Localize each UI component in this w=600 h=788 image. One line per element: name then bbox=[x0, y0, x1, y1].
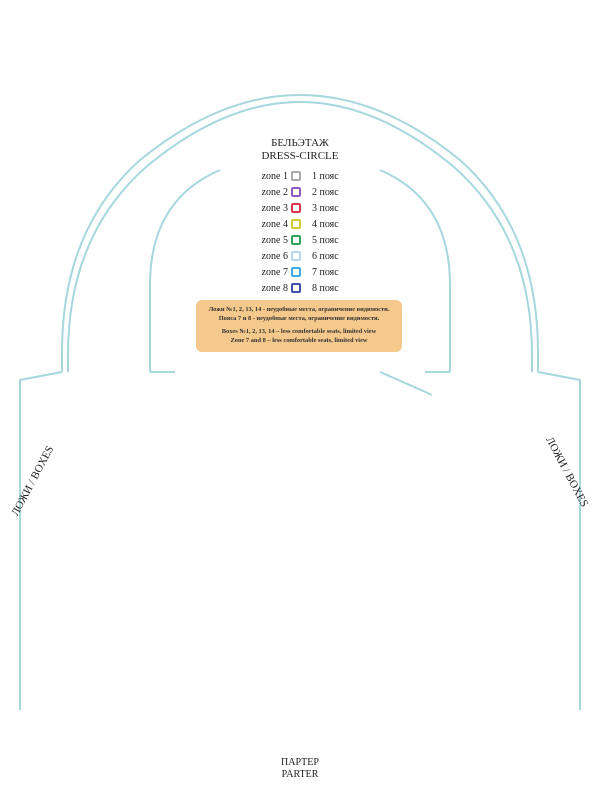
dress-circle-title-en: DRESS-CIRCLE bbox=[261, 150, 339, 162]
note-en-line-2: Zone 7 and 8 – less comfortable seats, limited view bbox=[230, 336, 368, 344]
legend-zone-ru: 6 пояс bbox=[312, 251, 339, 262]
legend-zone-ru: 7 пояс bbox=[312, 267, 339, 278]
legend-zone-en: zone 7 bbox=[261, 267, 288, 278]
zone-legend bbox=[228, 169, 388, 297]
legend-zone-ru: 2 пояс bbox=[312, 187, 339, 198]
boxes-label-left: ЛОЖИ / BOXES bbox=[9, 443, 57, 519]
legend-zone-ru: 3 пояс bbox=[312, 203, 339, 214]
legend-zone-en: zone 5 bbox=[261, 235, 288, 246]
legend-row-zone-7 bbox=[228, 265, 388, 281]
legend-swatch bbox=[291, 203, 301, 213]
legend-zone-ru: 8 пояс bbox=[312, 283, 339, 294]
legend-row-zone-4 bbox=[228, 217, 388, 233]
parter-title-ru: ПАРТЕР bbox=[281, 757, 319, 768]
legend-zone-en: zone 6 bbox=[261, 251, 288, 262]
legend-zone-en: zone 4 bbox=[261, 219, 288, 230]
legend-zone-ru: 1 пояс bbox=[312, 171, 339, 182]
legend-zone-en: zone 2 bbox=[261, 187, 288, 198]
legend-row-zone-8 bbox=[228, 281, 388, 297]
legend-zone-en: zone 1 bbox=[261, 171, 288, 182]
visibility-note bbox=[196, 300, 402, 352]
boxes-label-right: ЛОЖИ / BOXES bbox=[543, 434, 591, 510]
legend-swatch bbox=[291, 171, 301, 181]
legend-zone-en: zone 8 bbox=[261, 283, 288, 294]
note-ru-line-1: Ложи №1, 2, 13, 14 - неудобные места, ограничение видимости. bbox=[208, 306, 390, 313]
legend-row-zone-5 bbox=[228, 233, 388, 249]
note-ru-line-2: Пояса 7 и 8 - неудобные места, ограничение видимости. bbox=[218, 314, 380, 322]
legend-row-zone-3 bbox=[228, 201, 388, 217]
legend-zone-en: zone 3 bbox=[261, 203, 288, 214]
note-en-line-1: Boxes №1, 2, 13, 14 – less comfortable seats, limited view bbox=[221, 328, 377, 335]
legend-swatch bbox=[291, 219, 301, 229]
legend-swatch bbox=[291, 235, 301, 245]
parter-title-en: PARTER bbox=[281, 769, 319, 780]
legend-swatch bbox=[291, 283, 301, 293]
legend-zone-ru: 5 пояс bbox=[312, 235, 339, 246]
legend-zone-ru: 4 пояс bbox=[312, 219, 339, 230]
legend-row-zone-2 bbox=[228, 185, 388, 201]
legend-row-zone-1 bbox=[228, 169, 388, 185]
legend-swatch bbox=[291, 267, 301, 277]
dress-circle-title-ru: БЕЛЬЭТАЖ bbox=[271, 137, 329, 149]
legend-swatch bbox=[291, 251, 301, 261]
parter-title bbox=[240, 757, 360, 781]
dress-circle-title bbox=[200, 137, 400, 163]
legend-row-zone-6 bbox=[228, 249, 388, 265]
legend-swatch bbox=[291, 187, 301, 197]
